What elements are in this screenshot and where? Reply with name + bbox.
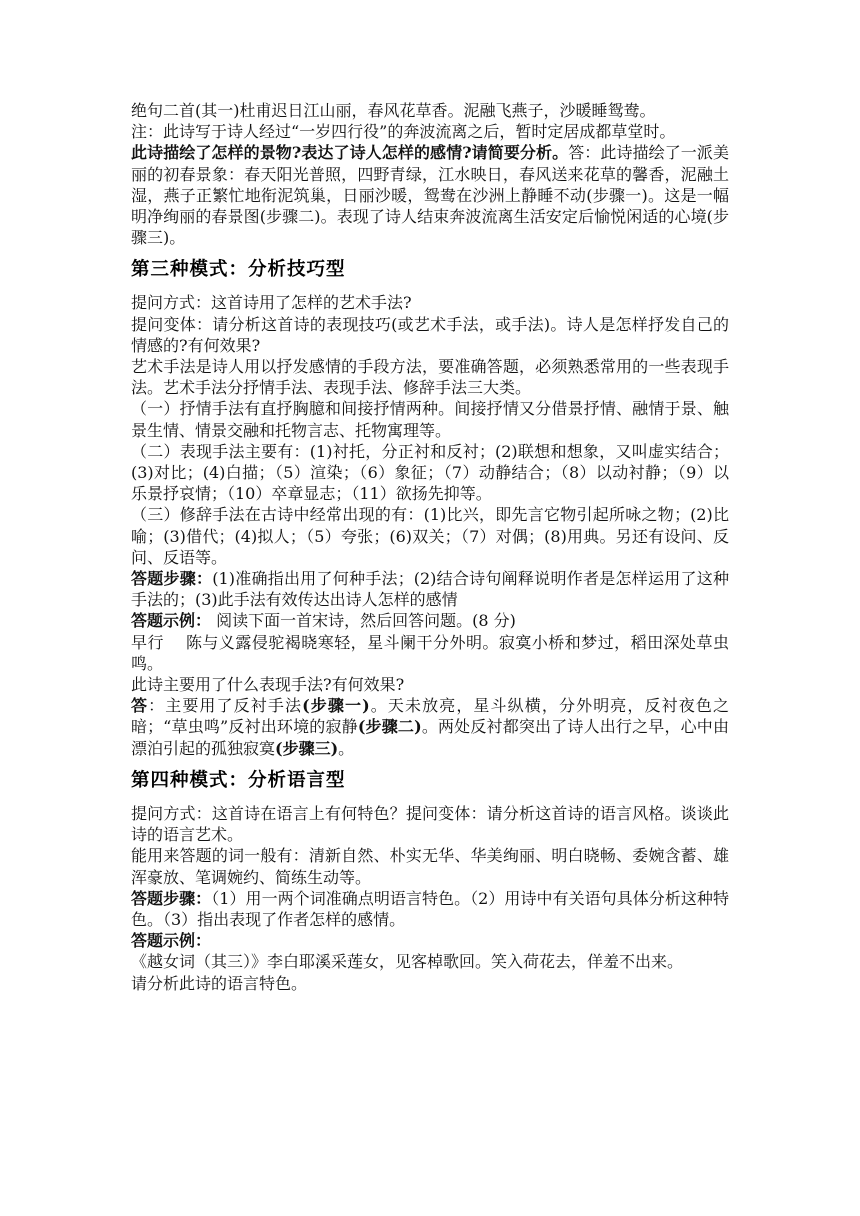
question-paragraph <box>131 142 729 248</box>
question-text: 此诗描绘了怎样的景物?表达了诗人怎样的感情?请简要分析。 <box>131 143 569 163</box>
answer-example <box>131 610 729 631</box>
example-question: 此诗主要用了什么表现手法?有何效果? <box>131 675 405 695</box>
expression-methods: （二）表现手法主要有：(1)衬托，分正衬和反衬；(2)联想和想象，又叫虚实结合；(3)对比；(4)白描；（5）渲染；（6）象征；（7）动静结合；（8）以动衬静；（9）以乐景抒哀情；（10）卒章显志；（11）欲扬先抑等。 <box>131 441 729 504</box>
answer-label: 答 <box>131 696 149 716</box>
rhetoric-methods: （三）修辞手法在古诗中经常出现的有：(1)比兴，即先言它物引起所咏之物；(2)比喻；(3)借代；(4)拟人；（5）夸张；(6)双关；（7）对偶；(8)用典。另还有设问、反问、反语等。 <box>131 505 729 567</box>
example-question: 请分析此诗的语言特色。 <box>131 973 308 993</box>
answer-steps <box>131 568 729 610</box>
answer-example-label: 答题示例： <box>131 931 212 951</box>
ask-way: 提问方式：这首诗用了怎样的艺术手法? <box>131 293 412 313</box>
ask-way: 提问方式：这首诗在语言上有何特色？提问变体：请分析这首诗的语言风格。谈谈此诗的语言艺术。 <box>131 803 729 845</box>
answer-example-text: 阅读下面一首宋诗，然后回答问题。(8 分) <box>211 611 516 631</box>
answer-steps-text: （1）用一两个词准确点明语言特色。（2）用诗中有关语句具体分析这种特色。（3）指出表现了作者怎样的感情。 <box>131 888 729 929</box>
step-marker: (步骤三) <box>275 738 339 758</box>
example-poem: 《越女词（其三）》李白耶溪采莲女，见客棹歌回。笑入荷花去，佯羞不出来。 <box>131 952 684 972</box>
section-heading-language: 第四种模式：分析语言型 <box>131 769 346 791</box>
step-marker: (步骤一) <box>302 696 370 716</box>
step-marker: (步骤二) <box>357 717 422 737</box>
poem-text: 绝句二首(其一)杜甫迟日江山丽，春风花草香。泥融飞燕子，沙暖睡鸳鸯。 <box>131 101 656 120</box>
example-answer: 答：主要用了反衬手法(步骤一)。天未放亮，星斗纵横，分外明亮，反衬夜色之暗；“草虫鸣”反衬出环境的寂静(步骤二)。两处反衬都突出了诗人出行之早，心中由漂泊引起的孤独寂寞(步骤三)。 <box>131 696 729 758</box>
lyric-methods: （一）抒情手法有直抒胸臆和间接抒情两种。间接抒情又分借景抒情、融情于景、触景生情、情景交融和托物言志、托物寓理等。 <box>131 399 729 440</box>
answer-steps-label: 答题步骤： <box>131 569 213 589</box>
document-page <box>131 100 729 994</box>
answer-steps <box>131 888 729 930</box>
answer-steps-text: (1)准确指出用了何种手法；(2)结合诗句阐释说明作者是怎样运用了这种手法的；(3)此手法有效传达出诗人怎样的感情 <box>131 569 729 610</box>
answer-steps-label: 答题步骤： <box>131 888 212 908</box>
ask-variant: 提问变体：请分析这首诗的表现技巧(或艺术手法，或手法)。诗人是怎样抒发自己的情感的?有何效果? <box>131 314 729 355</box>
answer-example-label: 答题示例： <box>131 611 212 631</box>
answer-words: 能用来答题的词一般有：清新自然、朴实无华、华美绚丽、明白晓畅、委婉含蓄、雄浑豪放、笔调婉约、简练生动等。 <box>131 846 729 887</box>
art-intro: 艺术手法是诗人用以抒发感情的手段方法，要准确答题，必须熟悉常用的一些表现手法。艺术手法分抒情手法、表现手法、修辞手法三大类。 <box>131 357 729 398</box>
example-poem: 早行 陈与义露侵驼褐晓寒轻，星斗阑干分外明。寂寞小桥和梦过，稻田深处草虫鸣。 <box>131 632 729 673</box>
poem-note: 注：此诗写于诗人经过“一岁四行役”的奔波流离之后，暂时定居成都草堂时。 <box>131 122 676 142</box>
answer-text: 答：此诗描绘了一派美丽的初春景象：春天阳光普照，四野青绿，江水映日，春风送来花草的馨香，泥融土湿，燕子正繁忙地衔泥筑巢，日丽沙暖，鸳鸯在沙洲上静睡不动(步骤一)。这是一幅明净绚丽的春景图(步骤二)。表现了诗人结束奔波流离生活安定后愉悦闲适的心境(步骤三)。 <box>131 143 729 248</box>
section-heading-technique: 第三种模式：分析技巧型 <box>131 259 346 281</box>
